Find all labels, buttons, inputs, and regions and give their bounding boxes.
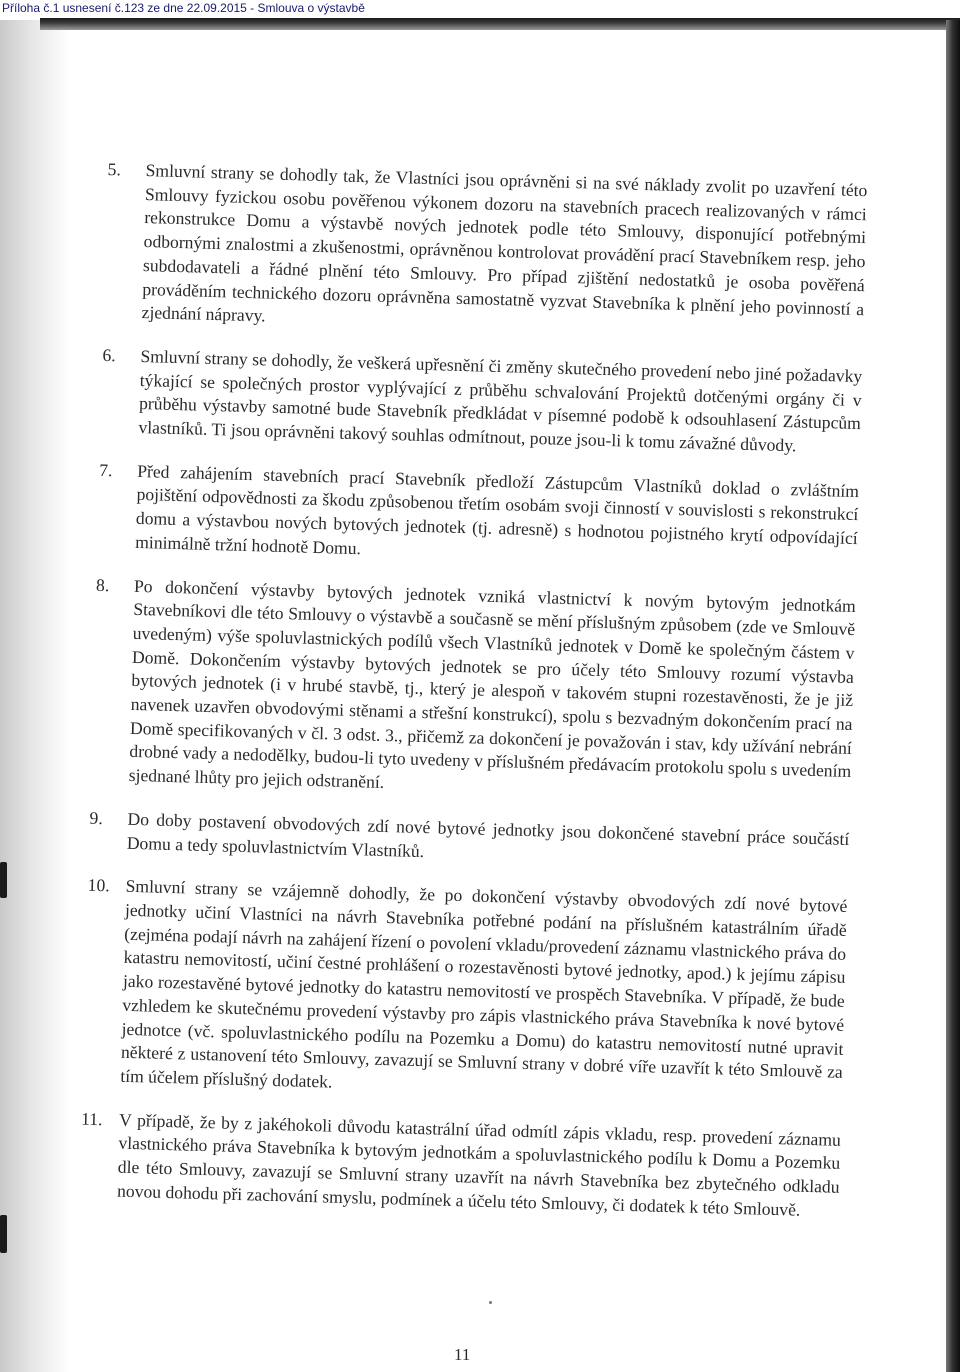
clause-10 (82, 874, 848, 1108)
clause-7 (97, 459, 859, 575)
clause-text: Po dokončení výstavby bytových jednotek vzniká vlastnictví k novým bytovým jednotkám Stavebníkovi dle této Smlouvy o výstavbě a současně se mění příslušným způsobem (zde ve Smlouvě uvedeným) výše spoluvlastnických podílů všech Vlastníků jednotek v Domě ke společným částem v Domě. Dokončením výstavby bytových jednotek se pro účely této Smlouvy rozumí výstavba bytových jednotek (i v hrubé stavbě, tj., který je alespoň v takovém stupni rozestavěnosti, že je již navenek uzavřen obvodovými stěnami a střešní konstrukcí), spolu s bezvadným dokončením prací na Domě specifikovaných v čl. 3 odst. 3., přičemž za dokončení je považován i stav, kdy užívání nebrání drobné vady a nedodělky, budou-li tyto uvedeny v příslušném předávacím protokolu spolu s uvedením sjednané lhůty pro jejich odstranění. (128, 575, 857, 793)
scan-shadow-right (946, 20, 960, 1372)
clause-6 (100, 344, 862, 460)
clause-11 (79, 1107, 841, 1223)
clause-5 (103, 158, 867, 345)
clause-text: Smluvní strany se dohodly tak, že Vlastníci jsou oprávněni si na své náklady zvolit po uzavření této Smlouvy fyzickou osobu pověřenou výkonem dozoru na stavebních pracech realizovaných v rámci rekonstrukce Domu a výstavbě nových jednotek podle této Smlouvy, disponující potřebnými odbornými znalostmi a zkušenostmi, oprávněnou kontrolovat provádění prací Stavebníkem resp. jeho subdodavateli a řádné plnění této Smlouvy. Pro případ zjištění nedostatků je osoba pověřená prováděním technického dozoru oprávněna samostatně vyzvat Stavebníka k plnění jeho povinností a zjednání nápravy. (141, 160, 868, 326)
document-header: Příloha č.1 usnesení č.123 ze dne 22.09.2015 - Smlouva o výstavbě (2, 1, 365, 15)
clause-number: 10. (87, 875, 110, 896)
binding-mark (0, 1215, 7, 1253)
clause-text: Do doby postavení obvodových zdí nové bytové jednotky jsou dokončené stavební práce součástí Domu a tedy spoluvlastnictvím Vlastníků. (126, 808, 850, 861)
clause-number: 8. (95, 574, 110, 595)
scan-shadow-left (0, 20, 70, 1372)
clause-text: V případě, že by z jakéhokoli důvodu katastrální úřad odmítl zápis vkladu, resp. provedení záznamu vlastnického práva Stavebníka k bytovým jednotkám a spoluvlastnického podílu k Domu a Pozemku dle této Smlouvy, zavazují se Smluvní strany uzavřít na návrh Stavebníka bez zbytečného odkladu novou dohodu při zachování smyslu, podmínek a účelu této Smlouvy, či dodatek k této Smlouvě. (116, 1109, 842, 1220)
clause-number: 7. (99, 459, 113, 480)
clause-9 (89, 807, 850, 876)
speck-mark (489, 1301, 492, 1304)
clause-text: Smluvní strany se vzájemně dohodly, že po dokončení výstavby obvodových zdí nové bytové jednotky učiní Vlastníci na návrh Stavebníka potřebné podání na příslušném katastrálním úřadě (zejména podají návrh na zahájení řízení o povolení vkladu/provedení záznamu vlastnického práva do katastru nemovitostí, učiní čestné prohlášení o rozestavěnosti bytové jednotky, apod.) k jejímu zápisu jako rozestavěné bytové jednotky do katastru nemovitostí ve prospěch Stavebníka. V případě, že bude vzhledem ke skutečnému provedení výstavby pro zápis vlastnického práva Stavebníka k nové bytové jednotce (vč. spoluvlastnického podílu na Pozemku a Domu) do katastru nemovitostí nutné upravit některé z ustanovení této Smlouvy, zavazují se Smluvní strany v dobré víře uzavřít k této Smlouvě za tím účelem příslušný dodatek. (120, 876, 848, 1092)
page-number: 11 (454, 1345, 471, 1364)
clause-number: 6. (102, 344, 116, 366)
clause-number: 11. (80, 1108, 103, 1129)
clause-number: 5. (107, 158, 122, 180)
clause-number: 9. (89, 807, 104, 828)
document-body (78, 158, 867, 1243)
clause-text: Smluvní strany se dohodly, že veškerá upřesnění či změny skutečného provedení nebo jiné požadavky týkající se společných prostor vyplývající z průběhu schvalování Projektů dotčenými orgány či v průběhu výstavby samotné bude Stavebník předkládat v písemné podobě k odsouhlasení Zástupcům vlastníků. Ti jsou oprávněni takový souhlas odmítnout, pouze jsou-li k tomu závažné důvody. (138, 345, 863, 456)
binding-mark (0, 862, 7, 898)
scan-shadow-top (40, 18, 960, 30)
clause-8 (90, 573, 856, 807)
clause-text: Před zahájením stavebních prací Stavebník předloží Zástupcům Vlastníků doklad o zvláštním pojištění odpovědnosti za škodu způsobenou třetím osobám svoji činností v souvislosti s rekonstrukcí domu a výstavbou nových bytových jednotek (tj. adresně) s hodnotou pojistného krytí odpovídající minimálně tržní hodnotě Domu. (135, 460, 860, 559)
